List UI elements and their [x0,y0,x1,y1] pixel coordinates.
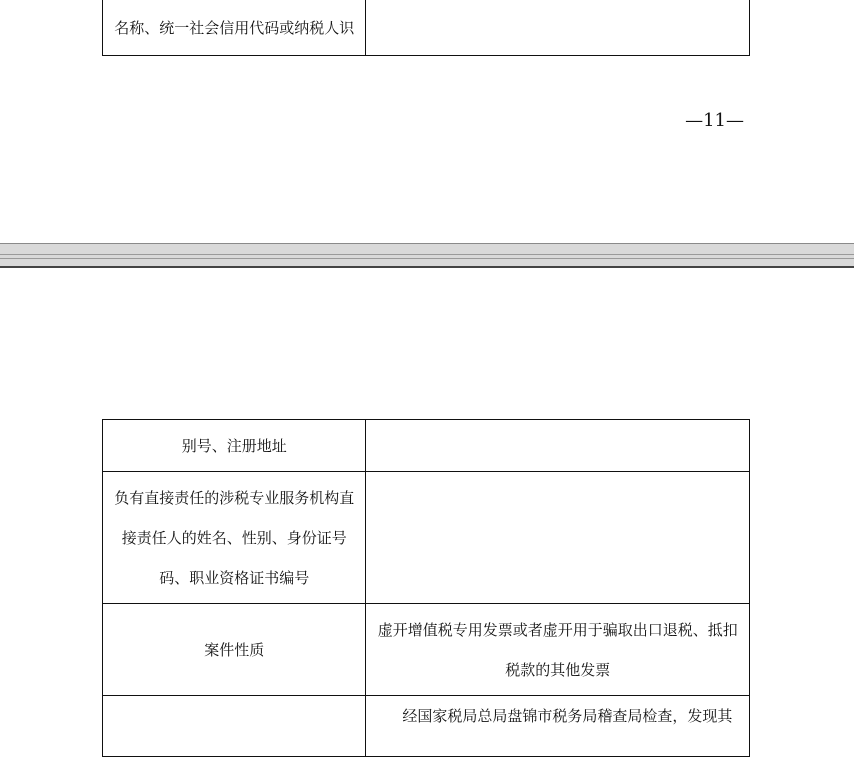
table-row [103,604,750,696]
table-row [103,696,750,757]
case-info-table [102,419,750,757]
page-number: —11— [685,110,744,131]
row-value: 虚开增值税专用发票或者虚开用于骗取出口退税、抵扣税款的其他发票 [366,604,750,696]
row-label: 负有直接责任的涉税专业服务机构直接责任人的姓名、性别、身份证号码、职业资格证书编号 [103,472,366,604]
row-value [366,420,750,472]
table-row [103,0,750,56]
row-value: 经国家税局总局盘锦市税务局稽查局检查，发现其 [366,696,750,757]
page-separator [0,243,854,268]
row-label: 名称、统一社会信用代码或纳税人识 [103,0,366,56]
top-table [102,0,750,56]
row-value [366,0,750,56]
row-value [366,472,750,604]
row-label: 案件性质 [103,604,366,696]
table-row [103,472,750,604]
table-row [103,420,750,472]
row-label: 别号、注册地址 [103,420,366,472]
row-label [103,696,366,757]
